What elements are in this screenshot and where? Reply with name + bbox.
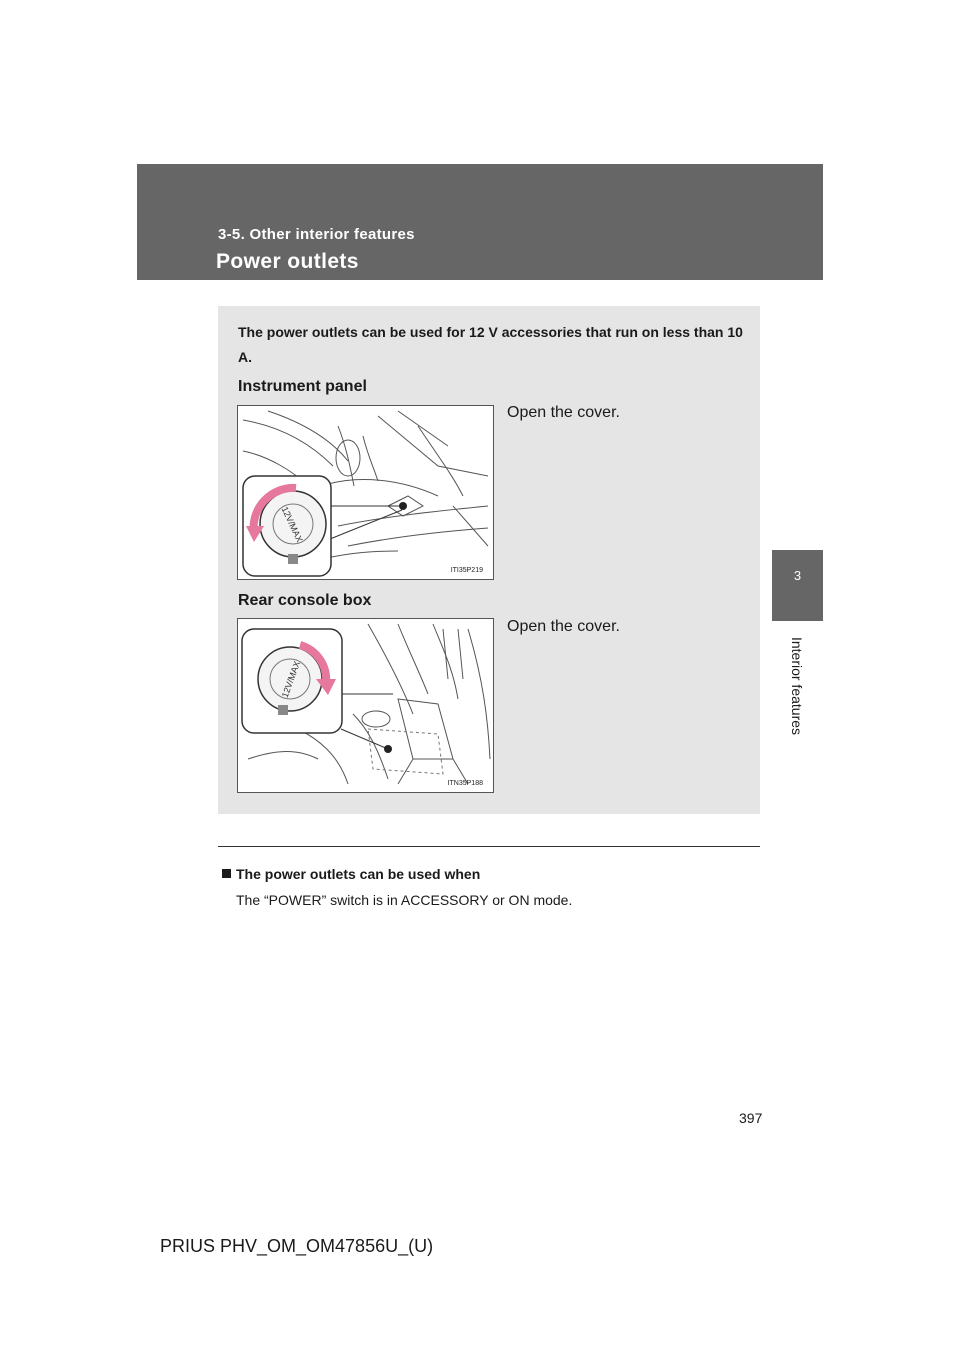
page-title: Power outlets [216,250,359,273]
instrument-panel-illustration [238,406,493,579]
figure-code: ITI35P219 [450,567,483,574]
figure-instrument-panel [237,405,494,580]
divider [218,846,760,847]
page-number: 397 [739,1110,763,1126]
note-heading [222,866,480,882]
chapter-tab[interactable] [772,550,823,621]
figure-code: ITN35P188 [447,780,483,787]
chapter-label: Interior features [789,636,805,736]
note-heading-text: The power outlets can be used when [236,866,481,882]
step-rear-console-box: Open the cover. [507,618,620,635]
content-box [218,306,760,814]
heading-instrument-panel: Instrument panel [238,378,367,395]
intro-text: The power outlets can be used for 12 V accessories that run on less than 10 A. [238,324,743,365]
step-instrument-panel: Open the cover. [507,404,620,421]
section-label: 3-5. Other interior features [218,226,415,243]
svg-text:12V/MAX: 12V/MAX [279,505,305,544]
document-id: PRIUS PHV_OM_OM47856U_(U) [160,1236,434,1256]
svg-text:12V/MAX: 12V/MAX [279,659,303,699]
chapter-number: 3 [793,568,802,583]
note-body: The “POWER” switch is in ACCESSORY or ON mode. [236,892,573,908]
figure-rear-console-box [237,618,494,793]
heading-rear-console-box: Rear console box [238,592,372,609]
rear-console-illustration [238,619,493,792]
bullet-square-icon [222,869,231,878]
page-header [137,164,823,280]
